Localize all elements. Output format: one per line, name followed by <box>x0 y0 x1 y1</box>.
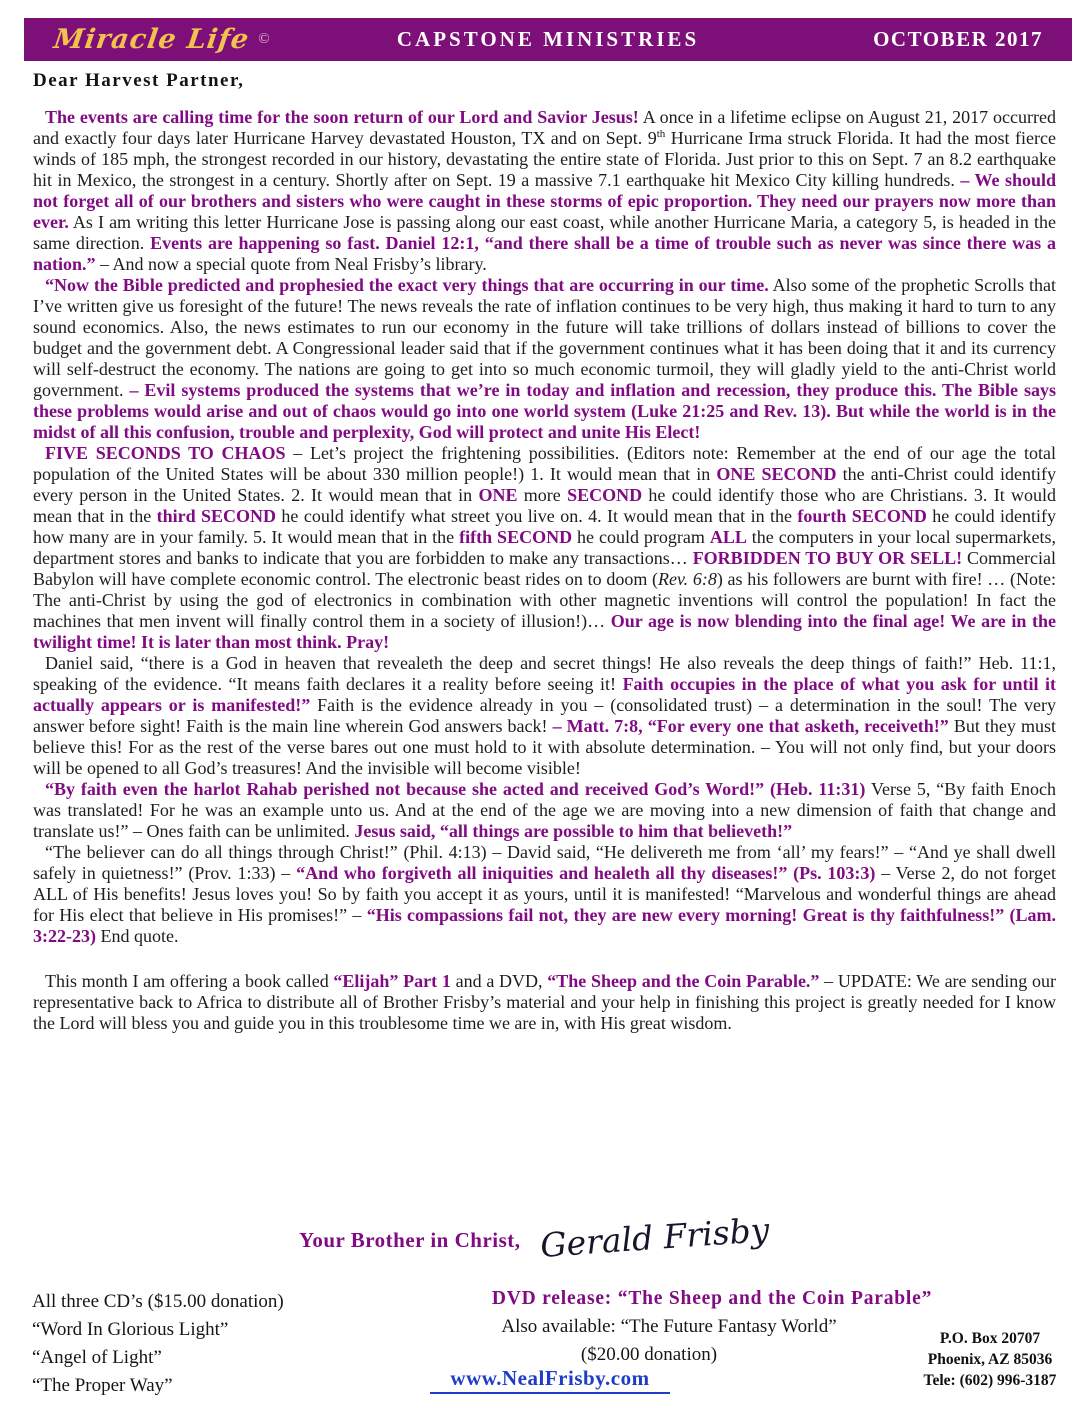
text-run: fourth SECOND <box>797 506 927 526</box>
text-run: Verse 5, “By faith Enoch was translated! For he was an example unto us. And at the end of the age we are moving into a new dimension of faith that change and translate us!” – Ones faith can be unlimited. <box>33 779 1056 841</box>
text-run: “By faith even the harlot Rahab perished not because she acted and received God’s Word!” (Heb. 11:31) <box>45 779 866 799</box>
copyright-icon: © <box>258 31 270 47</box>
text-run: SECOND <box>567 485 643 505</box>
text-run: Commercial Babylon will have complete economic control. The electronic beast rides on to doom ( <box>33 548 1056 589</box>
dvd-release-line: DVD release: “The Sheep and the Coin Parable” <box>491 1288 933 1309</box>
address-line-phone: Tele: (602) 996-3187 <box>923 1372 1057 1389</box>
text-run: he could identify what street you live on. 4. It would mean that in the <box>276 506 798 526</box>
text-run: This month I am offering a book called <box>45 971 334 991</box>
text-run: But they must believe this! For as the rest of the verse bares out one must hold to it with absolute determination. – You will not only find, but your doors will be opened to all God’s treasures! And the invisible will become visible! <box>33 716 1056 778</box>
logo-text: Miracle Life <box>51 24 252 55</box>
text-run: As I am writing this letter Hurricane Jose is passing along our east coast, while another Hurricane Maria, a category 5, is headed in the same direction. <box>33 212 1056 253</box>
website-link[interactable]: www.NealFrisby.com <box>430 1366 670 1394</box>
text-run: A once in a lifetime eclipse on August 21, 2017 occurred and exactly four days later Hurricane Harvey devastated Houston, TX and on Sept. 9 <box>33 107 1056 148</box>
text-run: Events are happening so fast. Daniel 12:1, “and there shall be a time of trouble such as never was since there was a nation.” <box>33 233 1056 274</box>
cd-offer-item: “The Proper Way” <box>32 1375 173 1396</box>
text-run: – Verse 2, do not forget ALL of His benefits! Jesus loves you! So by faith you accept it as yours, until it is manifested! “Marvelous and wonderful things are ahead for His elect that believe in His promises!” – <box>33 863 1056 925</box>
address-line-po-box: P.O. Box 20707 <box>939 1330 1041 1347</box>
paragraph-rahab <box>33 779 1056 842</box>
paragraph-five-seconds <box>33 443 1056 653</box>
text-run: Faith occupies in the place of what you ask for until it actually appears or is manifested!” <box>33 674 1056 715</box>
text-run: “Elijah” Part 1 <box>333 971 451 991</box>
text-run: Our age is now blending into the final age! We are in the twilight time! It is later than most think. Pray! <box>33 611 1056 652</box>
also-available-line: Also available: “The Future Fantasy World” <box>501 1316 837 1337</box>
text-run: third SECOND <box>156 506 277 526</box>
paragraph-offer <box>33 971 1056 1034</box>
address-line-city: Phoenix, AZ 85036 <box>927 1351 1053 1368</box>
text-run: Daniel said, “there is a God in heaven that revealeth the deep and secret things! He also reveals the deep things of faith!” Heb. 11:1, speaking of the evidence. “It means faith declares it a reality before seeing it! <box>33 653 1056 694</box>
closing-label: Your Brother in Christ, <box>299 1228 521 1252</box>
text-run: FIVE SECONDS TO CHAOS <box>45 443 286 463</box>
paragraph-daniel-faith <box>33 653 1056 779</box>
text-run: Faith is the evidence already in you – (consolidated trust) – a determination in the soul! The very answer before sight! Faith is the main line wherein God answers back! <box>33 695 1056 736</box>
letter-body <box>33 107 1056 1221</box>
text-run: he could identify how many are in your family. 5. It would mean that in the <box>33 506 1056 547</box>
text-run: ) as his followers are burnt with fire! … (Note: The anti-Christ by using the god of electronics in combination with other magnetic inventions will control the population! In fact the machines that men invent will finally control them in a society of illusion!)… <box>33 569 1056 631</box>
text-run: ALL <box>709 527 747 547</box>
text-run: “The Sheep and the Coin Parable.” <box>547 971 820 991</box>
paragraph-believer <box>33 842 1056 947</box>
text-run: – Let’s project the frightening possibilities. (Editors note: Remember at the end of our age the total population of the United States will be about 330 million people!) 1. It would mean that in <box>33 443 1056 484</box>
text-run: ONE SECOND <box>716 464 837 484</box>
paragraph-events <box>33 107 1056 275</box>
cd-offer-item: “Word In Glorious Light” <box>32 1319 229 1340</box>
text-run: – Matt. 7:8, “For every one that asketh, receiveth!” <box>552 716 949 736</box>
ministry-title: CAPSTONE MINISTRIES <box>396 27 700 51</box>
signature-script: Gerald Frisby <box>538 1210 771 1265</box>
text-run: “And who forgiveth all iniquities and healeth all thy diseases!” (Ps. 103:3) <box>296 863 876 883</box>
text-run: Hurricane Irma struck Florida. It had the most fierce winds of 185 mph, the strongest recorded in our history, devastating the entire state of Florida. Just prior to this on Sept. 7 an 8.2 earthquake hit in Mexico, the strongest in a century. Shortly after on Sept. 19 a massive 7.1 earthquake hit Mexico City killing hundreds. <box>33 128 1056 190</box>
text-run: ONE <box>478 485 518 505</box>
text-run: “His compassions fail not, they are new every morning! Great is thy faithfulness!” (Lam. 3:22-23) <box>33 905 1056 946</box>
cd-offer-item: “Angel of Light” <box>32 1347 162 1368</box>
text-run: and a DVD, <box>450 971 548 991</box>
dvd-donation-line: ($20.00 donation) <box>580 1344 718 1365</box>
text-run: Rev. 6:8 <box>658 569 717 589</box>
text-run: The events are calling time for the soon return of our Lord and Savior Jesus! <box>45 107 639 127</box>
text-run: Also some of the prophetic Scrolls that I’ve written give us foresight of the future! The news reveals the rate of inflation continues to be very high, thus making it hard to turn to any sound economics. Also, the news estimates to run our economy in the future will take trillions of dollars instead of billions to cover the budget and the government debt. A Congressional leader said that if the government continues what it has been doing that it and its currency will self-destruct the economy. The nations are going to get into so much economic turmoil, they will gladly yield to the anti-Christ world government. <box>33 275 1056 400</box>
text-run: the anti-Christ could identify every person in the United States. 2. It would mean that in <box>33 464 1056 505</box>
text-run: “Now the Bible predicted and prophesied the exact very things that are occurring in our time. <box>45 275 769 295</box>
text-run: – We should not forget all of our brothers and sisters who were caught in these storms of epic proportion. They need our prayers now more than ever. <box>33 170 1056 232</box>
contact-address <box>905 1328 1075 1391</box>
text-run: more <box>517 485 568 505</box>
text-run: – Evil systems produced the systems that we’re in today and inflation and recession, they produce this. The Bible says these problems would arise and out of chaos would go into one world system (Luke 21:25 and Rev. 13). But while the world is in the midst of all this confusion, trouble and perplexity, God will protect and unite His Elect! <box>33 380 1056 442</box>
text-run: “The believer can do all things through Christ!” (Phil. 4:13) – David said, “He delivereth me from ‘all’ my fears!” – “And ye shall dwell safely in quietness!” (Prov. 1:33) – <box>33 842 1056 883</box>
text-run: Jesus said, “all things are possible to him that believeth!” <box>354 821 793 841</box>
salutation: Dear Harvest Partner, <box>33 70 245 91</box>
text-run: he could program <box>572 527 710 547</box>
closing-row <box>0 1210 1088 1284</box>
text-run: FORBIDDEN TO BUY OR SELL! <box>692 548 963 568</box>
header-bar <box>24 18 1072 61</box>
text-run: End quote. <box>95 926 179 946</box>
text-run: he could identify those who are Christians. 3. It would mean that in the <box>33 485 1056 526</box>
text-run: – And now a special quote from Neal Frisby’s library. <box>95 254 487 274</box>
issue-date: OCTOBER 2017 <box>873 27 1043 51</box>
text-run: the computers in your local supermarkets, department stores and banks to indicate that you are forbidden to make any transactions… <box>33 527 1056 568</box>
paragraph-bible-predicted <box>33 275 1056 443</box>
text-run: th <box>656 128 666 140</box>
text-run: fifth SECOND <box>459 527 573 547</box>
text-run: – UPDATE: We are sending our representative back to Africa to distribute all of Brother Frisby’s material and your help in finishing this project is greatly needed for I know the Lord will bless you and guide you in this troublesome time we are in, with His great wisdom. <box>33 971 1056 1033</box>
cd-offer-item: All three CD’s ($15.00 donation) <box>32 1291 284 1312</box>
cd-offer-list <box>32 1288 284 1400</box>
